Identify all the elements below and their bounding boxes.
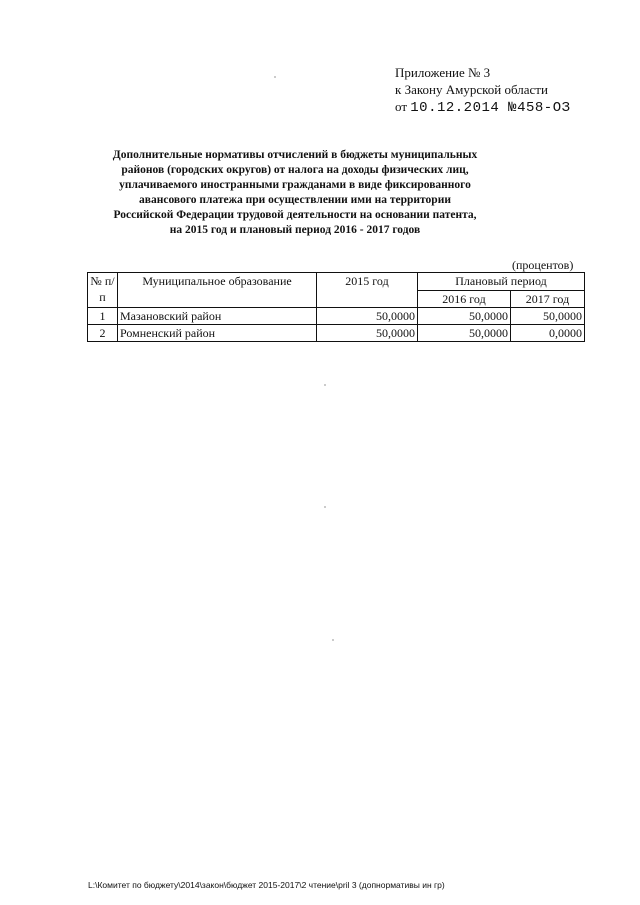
scan-speck: [324, 506, 326, 508]
header-plan-period: Плановый период: [418, 273, 585, 291]
scan-speck: [332, 639, 334, 641]
row-2016: 50,0000: [418, 308, 511, 325]
annex-date-number: 10.12.2014 №458-ОЗ: [410, 100, 571, 116]
row-num: 2: [88, 325, 118, 342]
scan-speck: [274, 76, 276, 78]
row-2017: 0,0000: [511, 325, 585, 342]
annex-number: Приложение № 3: [395, 65, 491, 80]
row-name: Мазановский район: [118, 308, 317, 325]
header-2015: 2015 год: [317, 273, 418, 308]
document-title: Дополнительные нормативы отчислений в бюджеты муниципальных районов (городских округов) от налога на доходы физических лиц, уплачиваемого иностранными гражданами в виде фиксированного авансового платежа при осуществлении ими на территории Российской Федерации трудовой деятельности на основании патента, на 2015 год и плановый период 2016 - 2017 годов: [112, 149, 478, 236]
row-2015: 50,0000: [317, 308, 418, 325]
row-2016: 50,0000: [418, 325, 511, 342]
header-2017: 2017 год: [511, 290, 585, 308]
header-num: № п/п: [88, 273, 118, 308]
file-path-footer: L:\Комитет по бюджету\2014\закон\бюджет 2015-2017\2 чтение\pril 3 (допнормативы ин гр): [88, 880, 445, 890]
table-row: [88, 325, 585, 342]
header-2016: 2016 год: [418, 290, 511, 308]
annex-date-prefix: от: [395, 99, 408, 114]
scan-speck: [324, 384, 326, 386]
table-row: [88, 308, 585, 325]
unit-label: (процентов): [512, 258, 574, 272]
row-name: Ромненский район: [118, 325, 317, 342]
row-2017: 50,0000: [511, 308, 585, 325]
header-name: Муниципальное образование: [118, 273, 317, 308]
norms-table: [87, 272, 585, 342]
table-header-row: [88, 273, 585, 291]
annex-header: [395, 64, 571, 117]
row-num: 1: [88, 308, 118, 325]
annex-law-reference: к Закону Амурской области: [395, 82, 548, 97]
annex-date-line: [395, 98, 571, 117]
row-2015: 50,0000: [317, 325, 418, 342]
